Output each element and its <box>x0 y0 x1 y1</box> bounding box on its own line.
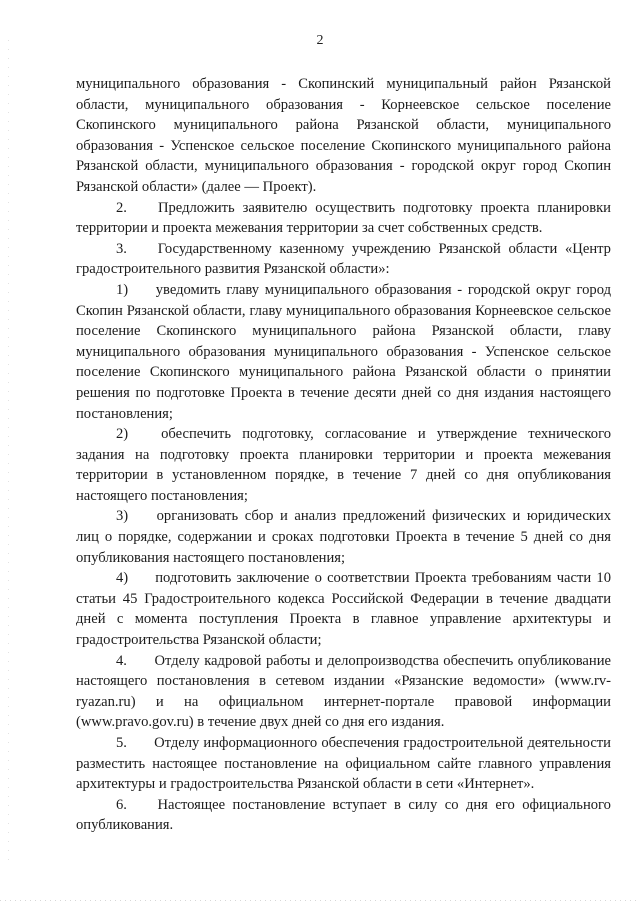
item-number: 2. <box>116 199 127 216</box>
paragraph-text: Настоящее постановление вступает в силу со дня его официального опубликования. <box>76 796 611 834</box>
paragraph-text: муниципального образования - Скопинский муниципальный район Рязанской области, муниципального образования - Корнеевское сельское поселение Скопинского муниципального района Рязанской области, муниципального образования - Успенское сельское поселение Скопинского муниципального района Рязанской области, муниципального образования - городской округ город Скопин Рязанской области» (далее — Проект). <box>76 76 611 195</box>
item-number: 3) <box>116 508 129 525</box>
item-number: 2) <box>116 426 129 443</box>
paragraph-item-2 <box>76 198 611 239</box>
document-body <box>76 74 611 836</box>
paragraph-text: Отделу информационного обеспечения градостроительной деятельности разместить настоящее постановление на официальном сайте главного управления архитектуры и градостроительства Рязанской области в сети «Интернет». <box>76 735 611 793</box>
paragraph-item-3 <box>76 239 611 280</box>
paragraph-text: Отделу кадровой работы и делопроизводства обеспечить опубликование настоящего постановления в сетевом издании «Рязанские ведомости» (www.rv-ryazan.ru) и на официальном интернет-портале правовой информации (www.pravo.gov.ru) в течение двух дней со дня его издания. <box>76 652 612 731</box>
paragraph-continuation <box>76 74 611 198</box>
item-number: 6. <box>116 796 127 813</box>
paragraph-item-6 <box>76 795 611 836</box>
item-number: 1) <box>116 281 129 298</box>
paragraph-text: Государственному казенному учреждению Рязанской области «Центр градостроительного развития Рязанской области»: <box>76 240 611 278</box>
paragraph-item-4 <box>76 651 611 733</box>
page-number: 2 <box>316 33 324 48</box>
paragraph-item-5 <box>76 733 611 795</box>
paragraph-subitem-1 <box>76 280 611 424</box>
item-number: 4. <box>116 652 127 669</box>
paragraph-text: уведомить главу муниципального образования - городской округ город Скопин Рязанской области, главу муниципального образования Корнеевское сельское поселение Скопинского муниципального района Рязанской области, главу муниципального образования муниципального образования - Успенское сельское поселение Скопинского муниципального района Рязанской области о принятии решения по подготовке Проекта в течение десяти дней со дня издания настоящего постановления; <box>76 281 612 422</box>
paragraph-text: подготовить заключение о соответствии Проекта требованиям части 10 статьи 45 Градостроительного кодекса Российской Федерации в течение двадцати дней с момента поступления Проекта в главное управление архитектуры и градостроительства Рязанской области; <box>76 570 611 649</box>
paragraph-subitem-4 <box>76 568 611 650</box>
paragraph-text: Предложить заявителю осуществить подготовку проекта планировки территории и проекта межевания территории за счет собственных средств. <box>76 199 611 237</box>
scan-edge-left <box>8 40 9 860</box>
item-number: 4) <box>116 570 129 587</box>
paragraph-text: обеспечить подготовку, согласование и утверждение технического задания на подготовку проекта планировки территории и проекта межевания территории в установленном порядке, в течение 7 дней со дня опубликования настоящего постановления; <box>76 426 611 504</box>
paragraph-subitem-2 <box>76 424 611 506</box>
paragraph-text: организовать сбор и анализ предложений физических и юридических лиц о порядке, содержании и сроках подготовки Проекта в течение 5 дней со дня опубликования настоящего постановления; <box>76 508 611 566</box>
scan-edge-bottom <box>0 900 640 901</box>
item-number: 5. <box>116 735 127 751</box>
paragraph-subitem-3 <box>76 506 611 568</box>
item-number: 3. <box>116 240 127 257</box>
